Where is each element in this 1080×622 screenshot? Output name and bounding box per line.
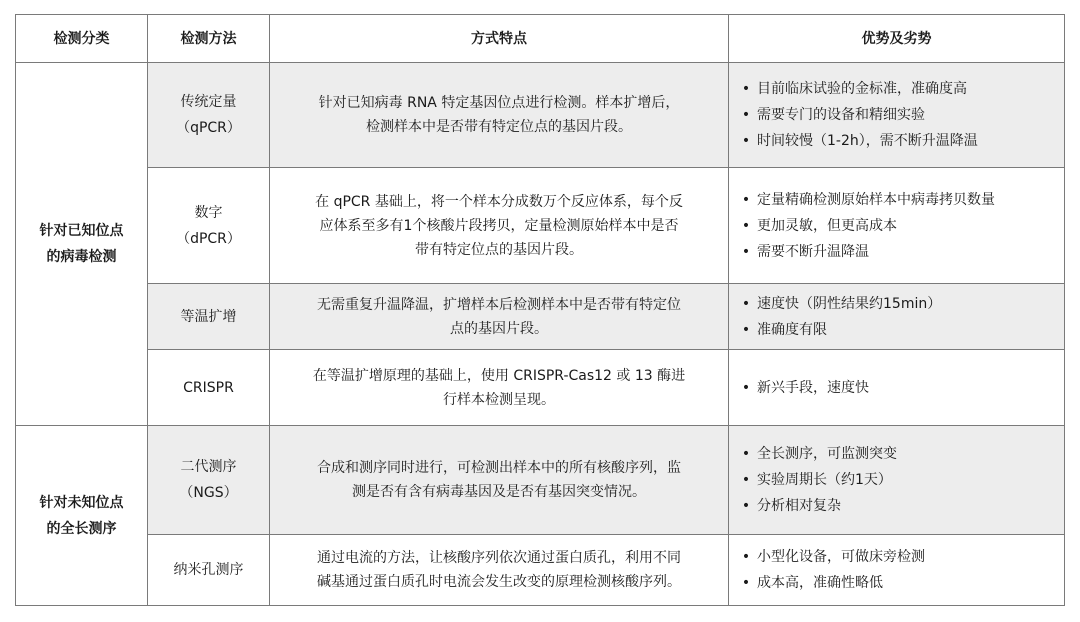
table-row bbox=[16, 168, 1065, 284]
list-item bbox=[741, 544, 1054, 570]
list-item-text: 需要不断升温降温 bbox=[757, 243, 869, 260]
pros-cons-list bbox=[741, 187, 1054, 265]
table-header-row bbox=[16, 15, 1065, 63]
method-cell bbox=[148, 168, 270, 284]
pros-cons-cell bbox=[729, 284, 1065, 350]
list-item bbox=[741, 76, 1054, 102]
category-line: 的全长测序 bbox=[46, 520, 117, 537]
method-line: （qPCR） bbox=[176, 120, 241, 136]
description-line: 点的基因片段。 bbox=[450, 320, 548, 337]
list-item-text: 实验周期长（约1天） bbox=[757, 472, 892, 488]
method-cell bbox=[148, 535, 270, 606]
description-line: 行样本检测呈现。 bbox=[443, 391, 555, 408]
category-known-site bbox=[16, 63, 148, 426]
pros-cons-list bbox=[741, 544, 1054, 596]
description-line: 应体系至多有1个核酸片段拷贝，定量检测原始样本中是否 bbox=[319, 217, 679, 234]
category-line: 针对未知位点 bbox=[39, 494, 124, 511]
description-line: 检测样本中是否带有特定位点的基因片段。 bbox=[366, 119, 632, 135]
list-item bbox=[741, 375, 1054, 401]
pros-cons-cell bbox=[729, 426, 1065, 535]
list-item-text: 速度快（阴性结果约15min） bbox=[757, 295, 942, 312]
table-row bbox=[16, 535, 1065, 606]
bullet-icon: • bbox=[741, 107, 751, 123]
pros-cons-cell bbox=[729, 350, 1065, 426]
bullet-icon: • bbox=[741, 191, 751, 208]
list-item bbox=[741, 570, 1054, 596]
list-item-text: 更加灵敏，但更高成本 bbox=[757, 217, 897, 234]
list-item bbox=[741, 441, 1054, 467]
bullet-icon: • bbox=[741, 321, 751, 338]
bullet-icon: • bbox=[741, 498, 751, 514]
bullet-icon: • bbox=[741, 379, 751, 396]
description-cell bbox=[270, 535, 729, 606]
list-item bbox=[741, 213, 1054, 239]
list-item-text: 目前临床试验的金标准，准确度高 bbox=[757, 81, 967, 97]
list-item-text: 时间较慢（1-2h），需不断升温降温 bbox=[757, 133, 978, 149]
method-line: 纳米孔测序 bbox=[173, 562, 244, 578]
description-line: 合成和测序同时进行，可检测出样本中的所有核酸序列，监 bbox=[317, 460, 681, 476]
method-line: 二代测序 bbox=[180, 459, 237, 475]
pros-cons-list bbox=[741, 375, 1054, 401]
category-unknown-site bbox=[16, 426, 148, 606]
method-line: （dPCR） bbox=[176, 230, 241, 247]
method-line: 数字 bbox=[194, 204, 223, 221]
pros-cons-cell bbox=[729, 535, 1065, 606]
method-line: CRISPR bbox=[183, 379, 234, 396]
method-line: 等温扩增 bbox=[180, 308, 237, 325]
list-item-text: 分析相对复杂 bbox=[757, 498, 841, 514]
method-cell bbox=[148, 426, 270, 535]
description-cell bbox=[270, 168, 729, 284]
description-line: 带有特定位点的基因片段。 bbox=[415, 241, 583, 258]
list-item-text: 新兴手段，速度快 bbox=[757, 379, 869, 396]
description-line: 通过电流的方法，让核酸序列依次通过蛋白质孔，利用不同 bbox=[317, 550, 681, 566]
description-line: 碱基通过蛋白质孔时电流会发生改变的原理检测核酸序列。 bbox=[317, 574, 681, 590]
list-item bbox=[741, 239, 1054, 265]
category-line: 的病毒检测 bbox=[46, 249, 117, 265]
bullet-icon: • bbox=[741, 446, 751, 462]
method-line: 传统定量 bbox=[180, 94, 237, 110]
header-method: 检测方法 bbox=[148, 15, 270, 63]
description-line: 在 qPCR 基础上，将一个样本分成数万个反应体系，每个反 bbox=[315, 193, 683, 210]
header-category: 检测分类 bbox=[16, 15, 148, 63]
list-item-text: 全长测序，可监测突变 bbox=[757, 446, 897, 462]
pros-cons-cell bbox=[729, 63, 1065, 168]
pros-cons-cell bbox=[729, 168, 1065, 284]
bullet-icon: • bbox=[741, 549, 751, 565]
table-row bbox=[16, 284, 1065, 350]
list-item bbox=[741, 102, 1054, 128]
bullet-icon: • bbox=[741, 575, 751, 591]
list-item bbox=[741, 493, 1054, 519]
category-line: 针对已知位点 bbox=[39, 223, 124, 239]
header-features: 方式特点 bbox=[270, 15, 729, 63]
table-row bbox=[16, 63, 1065, 168]
list-item-text: 成本高，准确性略低 bbox=[757, 575, 883, 591]
bullet-icon: • bbox=[741, 472, 751, 488]
list-item bbox=[741, 128, 1054, 154]
description-cell bbox=[270, 350, 729, 426]
list-item bbox=[741, 467, 1054, 493]
list-item-text: 准确度有限 bbox=[757, 321, 827, 338]
description-line: 无需重复升温降温，扩增样本后检测样本中是否带有特定位 bbox=[317, 296, 681, 313]
description-cell bbox=[270, 63, 729, 168]
description-line: 在等温扩增原理的基础上，使用 CRISPR-Cas12 或 13 酶进 bbox=[312, 367, 686, 384]
description-line: 针对已知病毒 RNA 特定基因位点进行检测。样本扩增后， bbox=[318, 95, 680, 111]
list-item-text: 需要专门的设备和精细实验 bbox=[757, 107, 925, 123]
header-pros-cons: 优势及劣势 bbox=[729, 15, 1065, 63]
pros-cons-list bbox=[741, 291, 1054, 343]
bullet-icon: • bbox=[741, 243, 751, 260]
pros-cons-list bbox=[741, 441, 1054, 519]
description-line: 测是否有含有病毒基因及是否有基因突变情况。 bbox=[352, 484, 646, 500]
table-row bbox=[16, 350, 1065, 426]
method-cell bbox=[148, 63, 270, 168]
list-item bbox=[741, 291, 1054, 317]
table-row bbox=[16, 426, 1065, 535]
list-item bbox=[741, 317, 1054, 343]
list-item bbox=[741, 187, 1054, 213]
bullet-icon: • bbox=[741, 295, 751, 312]
description-cell bbox=[270, 284, 729, 350]
bullet-icon: • bbox=[741, 81, 751, 97]
bullet-icon: • bbox=[741, 133, 751, 149]
description-cell bbox=[270, 426, 729, 535]
method-line: （NGS） bbox=[179, 485, 238, 501]
method-cell bbox=[148, 350, 270, 426]
detection-methods-table bbox=[15, 14, 1065, 606]
method-cell bbox=[148, 284, 270, 350]
bullet-icon: • bbox=[741, 217, 751, 234]
pros-cons-list bbox=[741, 76, 1054, 154]
list-item-text: 小型化设备，可做床旁检测 bbox=[757, 549, 925, 565]
list-item-text: 定量精确检测原始样本中病毒拷贝数量 bbox=[757, 191, 995, 208]
detection-methods-table-container bbox=[15, 14, 1064, 606]
